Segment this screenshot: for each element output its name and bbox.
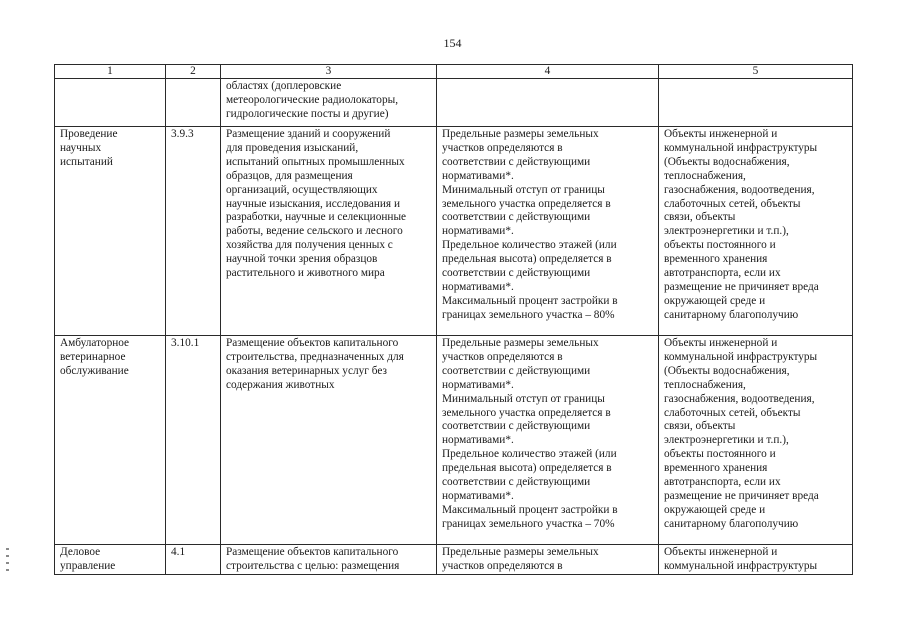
text-line: хозяйства для получения ценных с	[226, 239, 393, 252]
cell-land-use-name	[55, 336, 166, 545]
text-line: коммунальной инфраструктуры	[664, 141, 818, 154]
text-line: соответствии с действующими	[442, 155, 591, 168]
column-header: 1	[55, 65, 166, 79]
text-line: окружающей среде и	[664, 503, 766, 516]
text-line: связи, объекты	[664, 420, 736, 433]
text-line: теплоснабжения,	[664, 169, 746, 182]
text-line: Минимальный отступ от границы	[442, 392, 605, 405]
text-line: предельная высота) определяется в	[442, 462, 612, 475]
text-line: нормативами*.	[442, 280, 514, 293]
cell-description	[221, 545, 437, 575]
text-line: гидрологические посты и другие)	[226, 107, 389, 120]
text-line: испытаний опытных промышленных	[226, 155, 405, 168]
cell-utilities	[659, 127, 853, 336]
text-line: нормативами*.	[442, 489, 514, 502]
text-line: строительства с целью: размещения	[226, 559, 400, 572]
text-line: Размещение объектов капитального	[226, 337, 399, 349]
text-line: связи, объекты	[664, 211, 736, 224]
cell-utilities	[659, 79, 853, 127]
text-line: соответствии с действующими	[442, 420, 591, 433]
text-line: временного хранения	[664, 462, 768, 475]
text-line: научных	[60, 141, 102, 154]
text-line: электроэнергетики и т.п.),	[664, 434, 789, 447]
text-line: участков определяются в	[442, 559, 563, 572]
text-line: (Объекты водоснабжения,	[664, 155, 790, 168]
text-line: соответствии с действующими	[442, 364, 591, 377]
cell-parameters	[437, 79, 659, 127]
cell-land-use-name	[55, 545, 166, 575]
text-line: Объекты инженерной и	[664, 128, 778, 140]
text-line: газоснабжения, водоотведения,	[664, 392, 815, 405]
text-line: разработки, научные и селекционные	[226, 211, 407, 224]
text-line: оказания ветеринарных услуг без	[226, 364, 387, 377]
text-line: Максимальный процент застройки в	[442, 503, 618, 516]
text-line: испытаний	[60, 155, 113, 168]
text-line: санитарному благополучию	[664, 308, 799, 321]
text-line: нормативами*.	[442, 378, 514, 391]
text-line: слаботочных сетей, объекты	[664, 406, 801, 419]
text-line: обслуживание	[60, 364, 129, 377]
text-line: санитарному благополучию	[664, 517, 799, 530]
text-line: соответствии с действующими	[442, 211, 591, 224]
text-line: строительства, предназначенных для	[226, 350, 404, 363]
cell-description	[221, 336, 437, 545]
text-line: Минимальный отступ от границы	[442, 183, 605, 196]
cell-land-use-name	[55, 127, 166, 336]
text-line: образцов, для размещения	[226, 169, 353, 182]
text-line: содержания животных	[226, 378, 335, 391]
text-line: нормативами*.	[442, 169, 514, 182]
text-line: слаботочных сетей, объекты	[664, 197, 801, 210]
text-line: земельного участка определяется в	[442, 406, 611, 419]
text-line: растительного и животного мира	[226, 267, 385, 280]
text-line: размещение не причиняет вреда	[664, 489, 819, 502]
cell-code: 4.1	[166, 545, 221, 575]
text-line: (Объекты водоснабжения,	[664, 364, 790, 377]
text-line: предельная высота) определяется в	[442, 253, 612, 266]
column-header: 2	[166, 65, 221, 79]
text-line: метеорологические радиолокаторы,	[226, 93, 399, 106]
text-line: управление	[60, 559, 116, 572]
text-line: Объекты инженерной и	[664, 546, 778, 558]
text-line: Деловое	[60, 546, 101, 558]
text-line: Предельные размеры земельных	[442, 546, 599, 558]
text-line: областях (доплеровские	[226, 80, 342, 92]
text-line: границах земельного участка – 70%	[442, 517, 615, 530]
text-line: временного хранения	[664, 253, 768, 266]
cell-code: 3.10.1	[166, 336, 221, 545]
text-line: Объекты инженерной и	[664, 337, 778, 349]
text-line: ветеринарное	[60, 350, 126, 363]
text-line: Предельные размеры земельных	[442, 337, 599, 349]
cell-parameters	[437, 336, 659, 545]
text-line: участков определяются в	[442, 350, 563, 363]
text-line: нормативами*.	[442, 434, 514, 447]
text-line: окружающей среде и	[664, 294, 766, 307]
table-row	[55, 336, 853, 545]
scan-artifact	[6, 548, 9, 576]
text-line: для проведения изысканий,	[226, 141, 359, 154]
text-line: Размещение зданий и сооружений	[226, 128, 391, 140]
text-line: земельного участка определяется в	[442, 197, 611, 210]
cell-utilities	[659, 545, 853, 575]
cell-description	[221, 79, 437, 127]
text-line: границах земельного участка – 80%	[442, 308, 615, 321]
cell-code	[166, 79, 221, 127]
column-header: 4	[437, 65, 659, 79]
cell-parameters	[437, 127, 659, 336]
cell-utilities	[659, 336, 853, 545]
cell-parameters	[437, 545, 659, 575]
text-line: научной точки зрения образцов	[226, 253, 378, 266]
text-line: Размещение объектов капитального	[226, 546, 399, 558]
text-line: коммунальной инфраструктуры	[664, 350, 818, 363]
text-line: газоснабжения, водоотведения,	[664, 183, 815, 196]
land-use-table	[54, 64, 853, 575]
text-line: Проведение	[60, 128, 118, 140]
text-line: Амбулаторное	[60, 337, 130, 349]
table-row	[55, 545, 853, 575]
text-line: соответствии с действующими	[442, 476, 591, 489]
text-line: соответствии с действующими	[442, 267, 591, 280]
text-line: автотранспорта, если их	[664, 476, 781, 489]
table-row	[55, 79, 853, 127]
table-header-row	[55, 65, 853, 79]
text-line: объекты постоянного и	[664, 239, 776, 252]
text-line: электроэнергетики и т.п.),	[664, 225, 789, 238]
column-header: 3	[221, 65, 437, 79]
cell-land-use-name	[55, 79, 166, 127]
text-line: организаций, осуществляющих	[226, 183, 378, 196]
text-line: теплоснабжения,	[664, 378, 746, 391]
table-row	[55, 127, 853, 336]
text-line: Максимальный процент застройки в	[442, 294, 618, 307]
text-line: научные изыскания, исследования и	[226, 197, 400, 210]
text-line: коммунальной инфраструктуры	[664, 559, 818, 572]
text-line: работы, ведение сельского и лесного	[226, 225, 403, 238]
cell-description	[221, 127, 437, 336]
text-line: Предельное количество этажей (или	[442, 448, 617, 461]
text-line: объекты постоянного и	[664, 448, 776, 461]
text-line: нормативами*.	[442, 225, 514, 238]
cell-code: 3.9.3	[166, 127, 221, 336]
text-line: автотранспорта, если их	[664, 267, 781, 280]
text-line: участков определяются в	[442, 141, 563, 154]
page-number: 154	[443, 36, 462, 50]
text-line: размещение не причиняет вреда	[664, 280, 819, 293]
text-line: Предельные размеры земельных	[442, 128, 599, 140]
text-line: Предельное количество этажей (или	[442, 239, 617, 252]
column-header: 5	[659, 65, 853, 79]
